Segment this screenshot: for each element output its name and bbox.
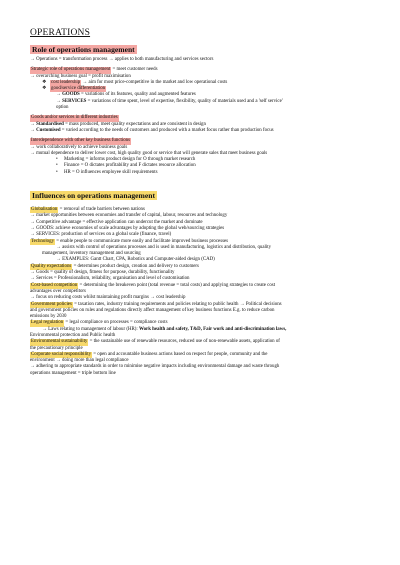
overarching-line: → overarching business goal = profit maximisation: [30, 73, 131, 79]
bullet-icon: •: [56, 169, 58, 175]
globalisation-label: Globalisation: [31, 207, 58, 213]
csr-label: Corporate social responsibility: [31, 351, 92, 357]
hr-text: HR = O influences employee skill requirements: [64, 169, 158, 175]
technology-line-3: → EXAMPLES: Gantt Chart, CPA, Robotics and Computer-aided design (CAD): [56, 257, 215, 263]
legal-line-3: Environmental protection and Public health: [30, 332, 116, 338]
goods-label: → GOODS: [56, 92, 80, 98]
services-text: = variations of time spent, level of expertise, flexibility, quality of materials used and a 'self service': [86, 98, 283, 104]
legal-text-2b: Work health and safety, T&D, Fair work and anti-discrimination laws,: [138, 326, 287, 332]
csr-text: = open and accountable business actions based on respect for people, community and the: [92, 351, 268, 357]
cost-competition-text: = determining the breakeven point (total revenue = total costs) and applying strategies to create cost: [78, 282, 276, 288]
interdependence-heading: Interdependence with other key business functions: [31, 138, 131, 144]
globalisation-line-1: → market opportunities between economies and transfer of capital, labour, resources and technology: [30, 213, 228, 219]
globalisation-line-3: → GOODS: achieve economies of scale advantages by adopting the global web/sourcing strategies: [30, 225, 225, 231]
standardised-label: → Standardised: [30, 121, 64, 127]
section-heading-role: Role of operations management: [32, 45, 135, 54]
csr-line-3: → adhering to appropriate standards in order to minimise negative impacts including environmental damage and waste through: [30, 364, 280, 370]
environment-label: Environmental sustainability: [31, 339, 88, 345]
government-label: Government policies: [31, 301, 72, 307]
section-heading-influences: Influences on operations management: [32, 191, 155, 201]
quality-line-1: → Goods = quality of design, fitness for purpose, durability, functionality: [30, 270, 175, 276]
goods-text: = variations of its features, quality and augmented features: [79, 92, 196, 98]
cost-leadership-label: cost leadership: [51, 79, 81, 85]
differentiation-label: good/service differentiation: [51, 86, 106, 92]
page-title: OPERATIONS: [30, 28, 91, 38]
government-line-2: and government policies on rules and regulations directly affect management of key business functions E.g. to reduce carbon: [30, 307, 275, 313]
finance-text: Finance = O dictates profitability and F dictates resource allocation: [64, 163, 196, 169]
environment-line-2: the precautionary principle: [30, 345, 83, 351]
technology-label: Technology: [31, 238, 55, 244]
globalisation-line-2: → Competitive advantage = effective application can undercut the market and dominate: [30, 219, 203, 225]
strategic-role-text: = meet customer needs: [111, 67, 158, 73]
government-text: = taxation rates, industry training requirements and policies relating to public health → Political decisions: [72, 301, 282, 307]
role-line-1: → Operations = transformation process → applies to both manufacturing and services sectors: [30, 57, 214, 62]
technology-line-2: management, inventory management and sourcing: [42, 251, 141, 257]
csr-line-4: operations management = triple bottom line: [30, 370, 116, 376]
technology-line-1: → assists with control of operations processes and is used in manufacturing, logistics and distribution, quality: [56, 244, 272, 250]
diamond-bullet-icon: ❖: [42, 79, 47, 85]
cost-competition-label: Cost-based competition: [31, 282, 78, 288]
interdependence-line-2: → mutual dependence to deliver lower cost, high quality good or service that will generate sales that meet business goals: [30, 150, 268, 156]
legal-label: Legal regulation: [31, 320, 64, 326]
diamond-bullet-icon: ❖: [42, 86, 47, 92]
globalisation-text: = removal of trade barriers between nations: [58, 207, 145, 213]
services-line-2: option: [56, 105, 69, 111]
government-line-3: emissions by 2030: [30, 314, 67, 320]
csr-line-2: environment → doing more than legal compliance: [30, 358, 129, 364]
bullet-icon: •: [56, 157, 58, 163]
bullet-icon: •: [56, 163, 58, 169]
technology-text: = enable people to communicate more easily and facilitate improved business processes: [55, 238, 229, 244]
legal-text: = legal compliance on processes = compliance costs: [64, 320, 168, 326]
quality-text: = determines product design, creation and delivery to customers: [72, 263, 199, 269]
legal-text-2a: → Laws relating to management of labour (HR):: [42, 326, 139, 332]
environment-text: = the sustainable use of renewable resources, reduced use of non-renewable assets, application of: [88, 339, 280, 345]
standardised-text: = mass produced, meet quality expectations and are consistent in design: [63, 121, 206, 127]
customised-text: = varied according to the needs of customers and produced with a market focus rather than production focus: [60, 127, 274, 133]
quality-line-2: → Services = Professionalism, reliability, organisation and level of customisation: [30, 276, 190, 282]
quality-label: Quality expectations: [31, 263, 72, 269]
interdependence-line-1: → work collaboratively to achieve business goals: [30, 144, 128, 150]
customised-label: → Customised: [30, 127, 61, 133]
cost-competition-line-3: → focus on reducing costs whilst maintaining profit margins → cost leadership: [30, 295, 186, 301]
strategic-role-label: Strategic role of operations management: [31, 67, 111, 73]
goods-services-heading: Goods and/or services in different industries: [31, 115, 118, 121]
marketing-text: Marketing = informs product design for O through market research: [64, 157, 196, 163]
cost-leadership-text: → aim for most price-competitive in the market and low operational costs: [81, 79, 228, 85]
cost-competition-line-2: advantages over competitors: [30, 288, 86, 294]
globalisation-line-4: → SERVICES: production of services on a global scale (finance, travel): [30, 232, 172, 238]
services-label: → SERVICES: [56, 98, 87, 104]
